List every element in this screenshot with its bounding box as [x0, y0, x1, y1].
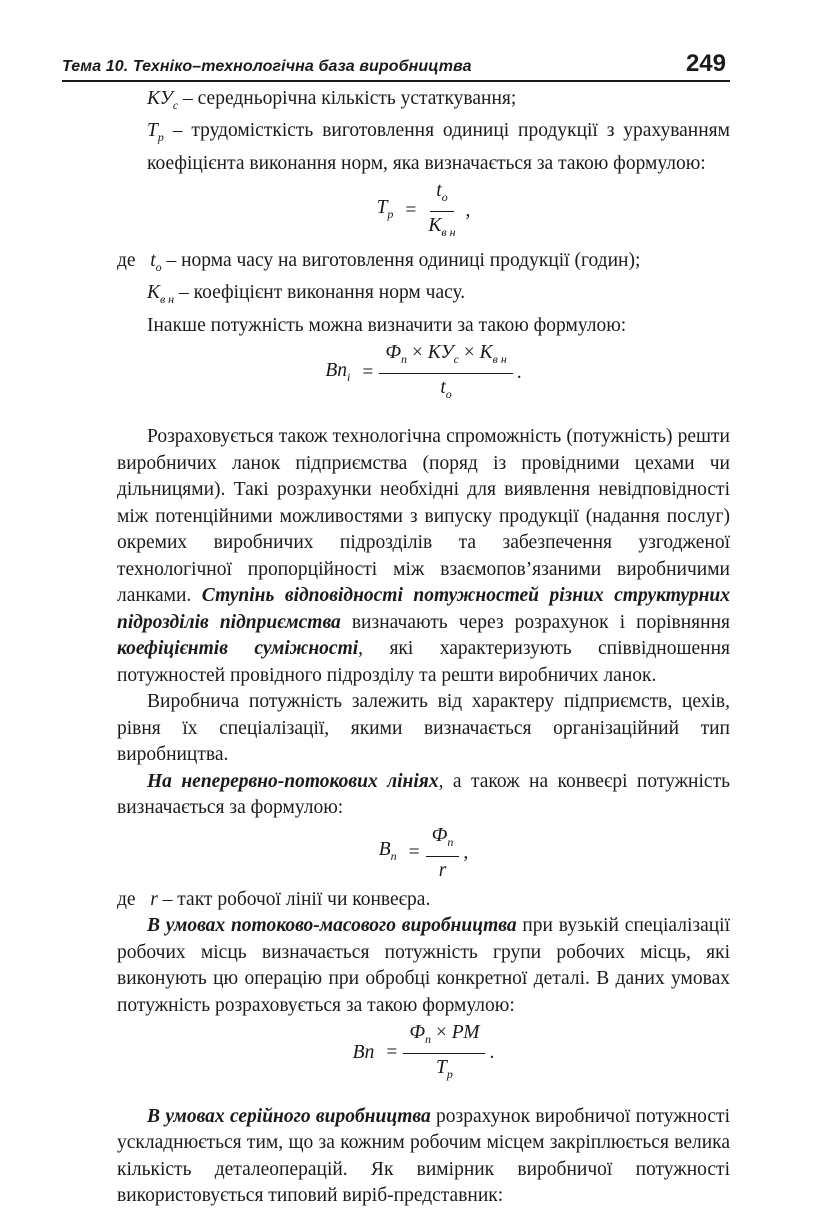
definition-equipment: $КУ_с$ – середньорічна кількість устаткування; [147, 88, 517, 112]
formula-mass-capacity: Вп = $\frac{Ф_п \times РМ}{Т_р}$ . [352, 1022, 495, 1081]
page-number: 249 [685, 50, 726, 77]
formula-labor-intensity: $Т_р$ = $\frac{t_o}{К_{в н}}$ , [376, 180, 471, 240]
page-body [117, 86, 730, 1210]
where-norm-time: де $t_o$ – норма часу на виготовлення одиниці продукції (годин); [117, 250, 641, 274]
paragraph-technological-capacity: Розраховується також технологічна спроможність (потужність) решти виробничих ланок підприємства (поряд із провідними цехами чи дільницями). Такі розрахунки необхідні для виявлення невідповідності між потенційними можливостями з випуску продукції (надання послуг) окремих виробничих підрозділів та забезпечення узгодженої технологічної пропорційності між взаємопов’язаними виробничими ланками. Ступінь відповідності потужностей різних структурних підрозділів підприємства визначають через розрахунок і порівняння коефіцієнтів суміжності, які характеризують співвідношення потужностей провідного підрозділу та решти виробничих ланок. [117, 426, 730, 686]
where-norm-coefficient: $К_{в н}$ – коефіцієнт виконання норм часу. [147, 282, 466, 307]
paragraph-serial-production: В умовах серійного виробництва розрахунок виробничої потужності ускладнюється тим, що за кожним робочим місцем закріплюється велика кількість деталеоперацій. Як вимірник виробничої потужності використовується типовий виріб-представник: [117, 1105, 730, 1207]
formula-capacity-alt: $Вп_i$ = $\frac{Ф_п \times КУ_с \times К_{в н}}{t_o}$ . [325, 342, 522, 402]
chapter-title: Тема 10. Техніко–технологічна база виробництва [62, 58, 472, 75]
paragraph-alternative: Інакше потужність можна визначити за такою формулою: [147, 314, 627, 336]
where-takt: де r – такт робочої лінії чи конвеєра. [117, 888, 431, 910]
formula-line-capacity: $В_п$ = $\frac{Ф_п}{r}$ , [378, 824, 469, 881]
definition-labor-intensity: $Т_р$ – трудомісткість виготовлення одиниці продукції з урахуванням коефіцієнта виконання норм, яка визначається за такою формулою: [147, 120, 730, 174]
paragraph-continuous-lines: На неперервно-потокових лініях, а також на конвеєрі потужність визначається за формулою: [117, 770, 730, 819]
paragraph-mass-production: В умовах потоково-масового виробництва при вузькій спеціалізації робочих місць визначається потужність групи робочих місць, які виконують цю операцію при обробці конкретної деталі. В даних умовах потужність розраховується за такою формулою: [117, 915, 730, 1016]
running-header [62, 52, 730, 82]
paragraph-capacity-depends: Виробнича потужність залежить від характеру підприємств, цехів, рівня їх спеціалізації, якими визначається організаційний тип виробництва. [117, 691, 730, 766]
